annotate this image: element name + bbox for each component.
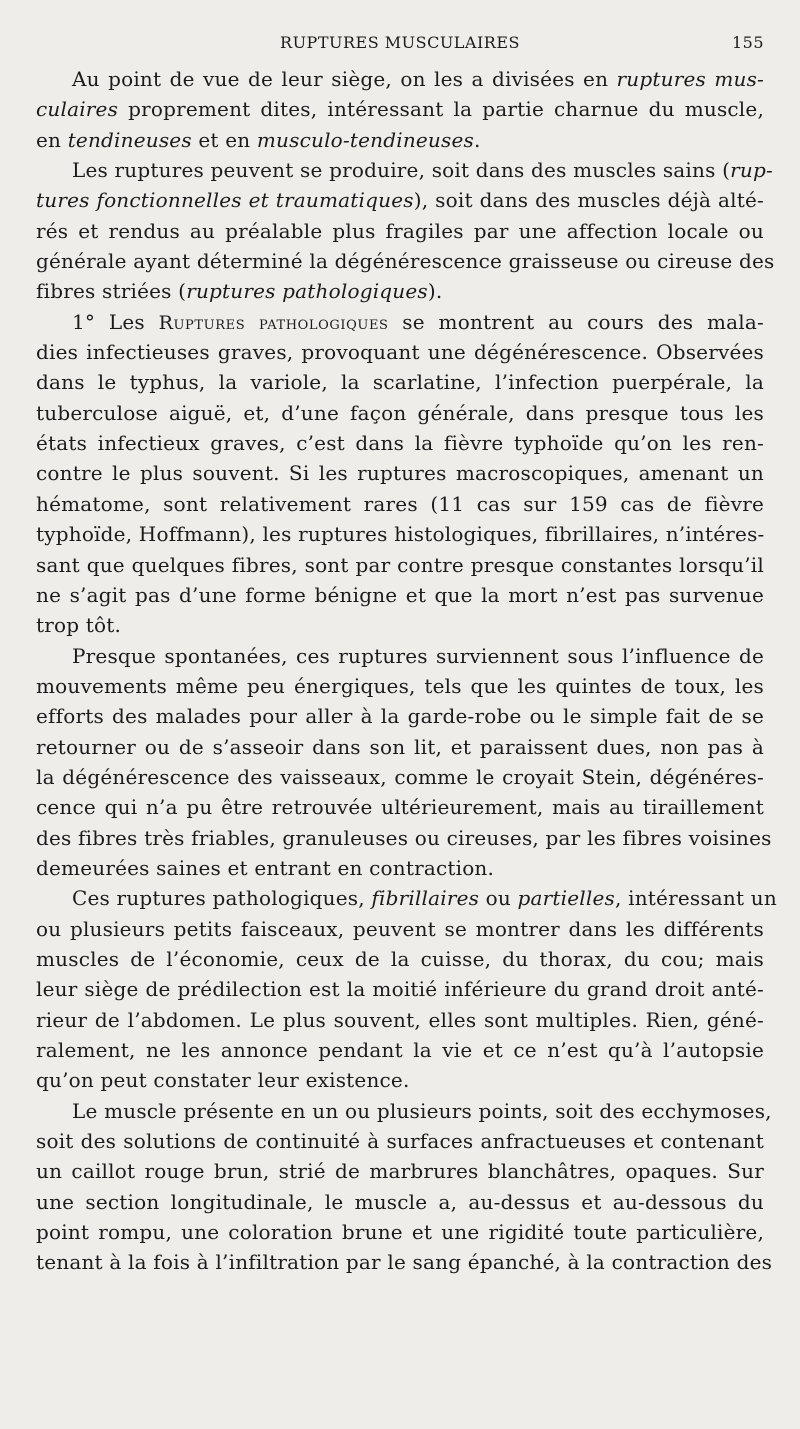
- text-run: la dégénérescence des vaisseaux, comme le croyait Stein, dégénéres-: [36, 764, 764, 789]
- text-run: soit des solutions de continuité à surfaces anfractueuses et contenant: [36, 1129, 764, 1154]
- text-run: efforts des malades pour aller à la garde-robe ou le simple fait de se: [36, 704, 764, 729]
- italic-run: partielles: [517, 886, 615, 911]
- text-run: leur siège de prédilection est la moitié inférieure du grand droit anté-: [36, 977, 764, 1002]
- text-run: se montrent au cours des mala-: [388, 309, 764, 334]
- text-line: [36, 974, 764, 1004]
- text-line: [36, 458, 764, 488]
- paragraph: [36, 307, 764, 641]
- text-line: [36, 732, 764, 762]
- text-line: [36, 1035, 764, 1065]
- text-run: des fibres très friables, granuleuses ou cireuses, par les fibres voisines: [36, 825, 772, 850]
- text-run: ), soit dans des muscles déjà alté-: [413, 188, 764, 213]
- text-line: [36, 489, 764, 519]
- text-line: [36, 1247, 773, 1277]
- text-run: retourner ou de s’asseoir dans son lit, et paraissent dues, non pas à: [36, 734, 764, 759]
- running-title: RUPTURES MUSCULAIRES: [280, 33, 520, 52]
- text-run: muscles de l’économie, ceux de la cuisse, du thorax, du cou; mais: [36, 946, 764, 971]
- text-run: trop tôt.: [36, 613, 122, 638]
- text-line: [36, 1156, 764, 1186]
- page-number: 155: [731, 33, 764, 52]
- text-run: , intéressant un: [615, 886, 777, 911]
- small-caps-run: Ruptures pathologiques: [158, 311, 389, 334]
- body-text: [36, 64, 777, 1278]
- text-line: [36, 550, 764, 580]
- text-line: [36, 762, 764, 792]
- text-run: une section longitudinale, le muscle a, au-dessus et au-dessous du: [36, 1189, 764, 1214]
- text-run: ralement, ne les annonce pendant la vie et ce n’est qu’à l’autopsie: [36, 1038, 764, 1062]
- text-run: ne s’agit pas d’une forme bénigne et que la mort n’est pas survenue: [36, 582, 764, 607]
- text-run: en: [36, 127, 68, 152]
- text-line: [36, 853, 764, 883]
- text-run: cence qui n’a pu être retrouvée ultérieurement, mais au tiraillement: [36, 795, 764, 820]
- text-run: ).: [427, 279, 443, 304]
- text-line: [36, 823, 772, 853]
- text-line: [36, 428, 764, 458]
- paragraph: [36, 155, 775, 307]
- text-line: [36, 276, 764, 306]
- text-run: hématome, sont relativement rares (11 cas sur 159 cas de fièvre: [36, 491, 764, 516]
- text-line: [36, 367, 764, 397]
- paragraph: [36, 883, 777, 1095]
- text-run: Ces ruptures pathologiques,: [72, 886, 372, 911]
- text-run: ou plusieurs petits faisceaux, peuvent se montrer dans les différents: [36, 916, 764, 941]
- text-run: typhoïde, Hoffmann), les ruptures histologiques, fibrillaires, n’intéres-: [36, 522, 765, 547]
- text-line: [36, 580, 764, 610]
- text-run: 1° Les: [72, 309, 159, 334]
- italic-run: ruptures mus-: [616, 67, 764, 91]
- text-run: qu’on peut constater leur existence.: [36, 1068, 410, 1093]
- text-line: [36, 246, 775, 276]
- text-line: [36, 610, 764, 640]
- text-line: [36, 914, 764, 944]
- text-line: [36, 671, 764, 701]
- text-run: fibres striées (: [36, 279, 187, 304]
- text-line: [36, 185, 764, 215]
- text-run: dies infectieuses graves, provoquant une dégénérescence. Observées: [36, 340, 764, 365]
- paragraph: [36, 64, 764, 155]
- text-run: rés et rendus au préalable plus fragiles par une affection locale ou: [36, 218, 764, 243]
- text-line: [36, 1005, 764, 1035]
- text-run: sant que quelques fibres, sont par contre presque constantes lorsqu’il: [36, 552, 764, 577]
- text-line: [36, 641, 764, 671]
- text-line: [36, 125, 764, 155]
- text-run: Le muscle présente en un ou plusieurs points, soit des ecchymoses,: [72, 1098, 772, 1123]
- text-run: rieur de l’abdomen. Le plus souvent, elles sont multiples. Rien, géné-: [36, 1007, 764, 1032]
- text-line: [36, 337, 764, 367]
- text-run: et en: [191, 127, 257, 152]
- italic-run: rup-: [730, 158, 773, 183]
- text-run: dans le typhus, la variole, la scarlatine, l’infection puerpérale, la: [36, 370, 764, 395]
- italic-run: musculo-tendineuses: [256, 127, 474, 152]
- paragraph: [36, 1096, 773, 1278]
- text-line: [36, 216, 764, 246]
- text-run: proprement dites, intéressant la partie charnue du muscle,: [118, 97, 764, 122]
- text-run: un caillot rouge brun, strié de marbrures blanchâtres, opaques. Sur: [36, 1159, 764, 1184]
- text-line: [36, 307, 764, 337]
- text-line: [36, 1126, 764, 1156]
- italic-run: culaires: [36, 97, 119, 122]
- text-run: Les ruptures peuvent se produire, soit dans des muscles sains (: [72, 158, 731, 183]
- text-run: Au point de vue de leur siège, on les a divisées en: [72, 67, 617, 91]
- text-run: ou: [479, 886, 518, 911]
- running-head: [36, 33, 764, 55]
- text-line: [36, 883, 777, 913]
- italic-run: tures fonctionnelles et traumatiques: [36, 188, 414, 213]
- italic-run: fibrillaires: [371, 886, 480, 911]
- text-run: contre le plus souvent. Si les ruptures macroscopiques, amenant un: [36, 461, 764, 486]
- text-line: [36, 155, 773, 185]
- text-line: [36, 944, 764, 974]
- text-run: tuberculose aiguë, et, d’une façon générale, dans presque tous les: [36, 400, 764, 425]
- text-line: [36, 519, 764, 549]
- text-run: états infectieux graves, c’est dans la fièvre typhoïde qu’on les ren-: [36, 431, 764, 456]
- text-line: [36, 1187, 764, 1217]
- text-run: Presque spontanées, ces ruptures surviennent sous l’influence de: [72, 643, 764, 668]
- text-line: [36, 701, 764, 731]
- text-line: [36, 398, 764, 428]
- text-run: mouvements même peu énergiques, tels que les quintes de toux, les: [36, 673, 764, 698]
- text-line: [36, 1065, 764, 1095]
- text-run: tenant à la fois à l’infiltration par le sang épanché, à la contraction des: [36, 1250, 773, 1275]
- text-line: [36, 94, 764, 124]
- text-run: générale ayant déterminé la dégénérescence graisseuse ou cireuse des: [36, 249, 775, 274]
- text-line: [36, 1217, 764, 1247]
- italic-run: ruptures pathologiques: [186, 279, 428, 304]
- text-line: [36, 64, 764, 94]
- text-line: [36, 792, 764, 822]
- text-run: point rompu, une coloration brune et une rigidité toute particulière,: [36, 1220, 764, 1245]
- italic-run: tendineuses: [67, 127, 192, 152]
- text-run: .: [473, 127, 481, 152]
- text-run: demeurées saines et entrant en contraction.: [36, 855, 495, 880]
- text-line: [36, 1096, 772, 1126]
- paragraph: [36, 641, 772, 884]
